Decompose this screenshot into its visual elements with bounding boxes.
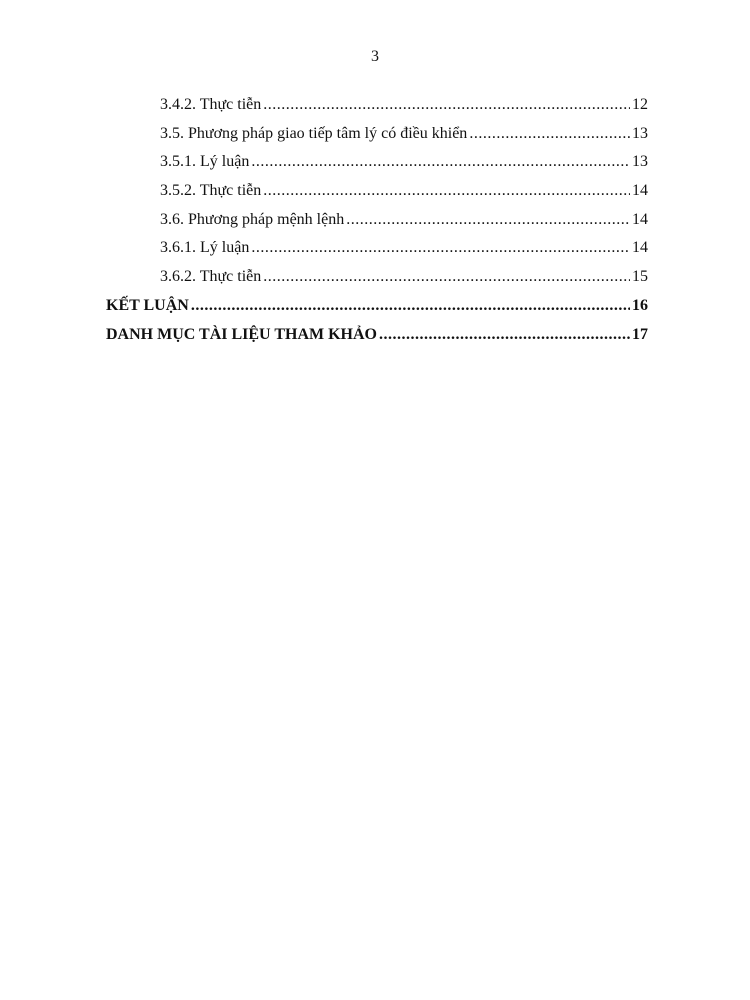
page-number: 3 [371,48,379,65]
dot-leader [191,297,630,315]
dot-leader [263,268,630,286]
dot-leader [469,125,630,143]
toc-entry-3-6[interactable] [106,211,648,240]
toc-entry-page: 14 [632,239,648,257]
toc-entry-label: 3.6.2. Thực tiễn [160,268,262,286]
toc-entry-label: 3.6.1. Lý luận [160,239,250,257]
dot-leader [263,182,630,200]
toc-entry-label: 3.5. Phương pháp giao tiếp tâm lý có điều khiển [160,124,468,142]
toc-entry-page: 14 [632,210,648,228]
toc-entry-label: DANH MỤC TÀI LIỆU THAM KHẢO [106,325,377,343]
toc-entry-references[interactable] [106,326,648,355]
toc-entry-ket-luan[interactable] [106,297,648,326]
toc-entry-page: 16 [632,296,648,314]
toc-entry-page: 13 [632,153,648,171]
dot-leader [263,96,630,114]
toc-entry-3-6-2[interactable] [106,268,648,297]
toc-entry-label: 3.4.2. Thực tiễn [160,96,262,113]
toc-entry-page: 13 [632,124,648,142]
toc-entry-3-4-2[interactable] [106,96,648,125]
toc-entry-label: 3.5.2. Thực tiễn [160,182,262,200]
toc-entry-3-5[interactable] [106,125,648,154]
toc-entry-label: 3.5.1. Lý luận [160,153,250,171]
toc-entry-page: 14 [632,182,648,200]
dot-leader [251,239,630,257]
toc-entry-3-6-1[interactable] [106,239,648,268]
toc-entry-page: 12 [632,96,648,113]
toc-entry-3-5-2[interactable] [106,182,648,211]
toc-entry-page: 15 [632,268,648,286]
dot-leader [346,211,630,229]
toc-entry-label: KẾT LUẬN [106,296,189,314]
table-of-contents [106,96,648,354]
toc-entry-label: 3.6. Phương pháp mệnh lệnh [160,210,345,228]
dot-leader [251,153,630,171]
toc-entry-3-5-1[interactable] [106,153,648,182]
toc-entry-page: 17 [632,325,648,343]
dot-leader [379,326,630,344]
